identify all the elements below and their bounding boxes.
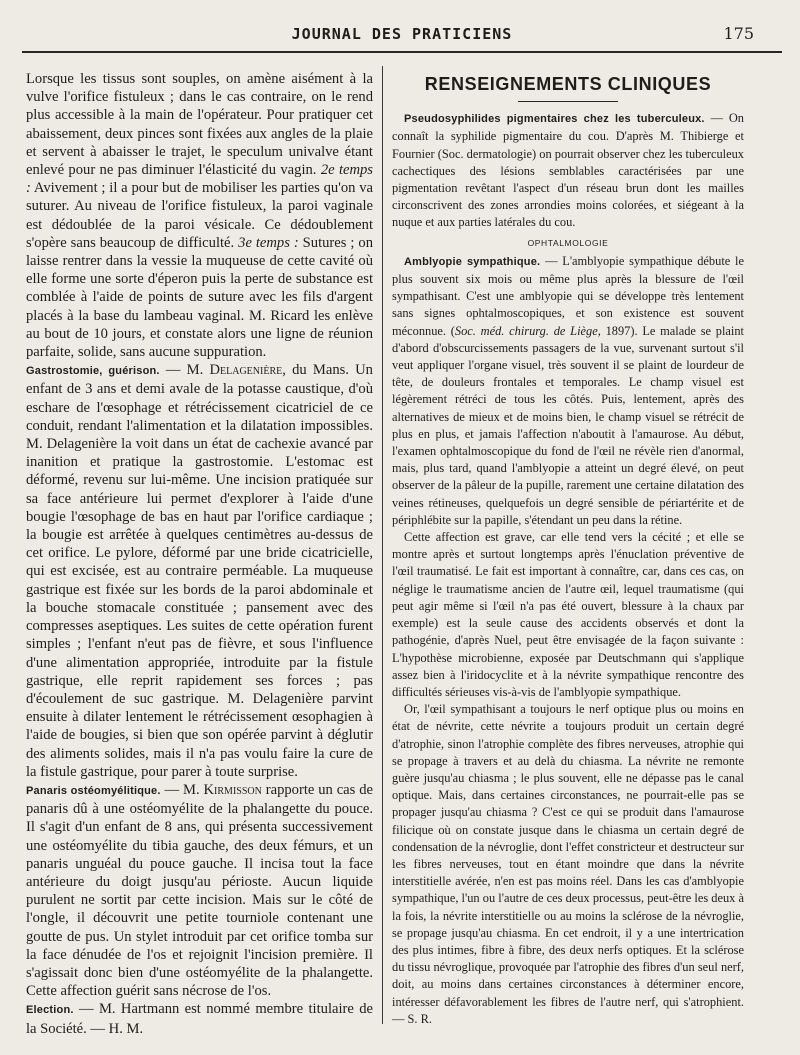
pseudosyphilides-text: — On connaît la syphilide pigmentaire du cou. D'après M. Thibierge et Fournier (Soc. dermatologie) on pourrait observer chez les tuberculeux cachectiques des lésions semblables caractérisées par une pigmentation revêtant l'aspect d'un réseau brun dont les mailles circonscrivent des zones arrondies moins colorées, et siégeant à la nuque et aux parties latérales du cou. [392,111,744,230]
paragraph-gravite [392,529,744,701]
column-divider [382,66,383,1024]
paragraph-fistula [26,70,373,361]
left-column [26,70,373,1038]
election-text: — M. Hartmann est nommé membre titulaire de la Société. — H. M. [26,1001,373,1037]
title-rule [518,101,618,102]
third-step-text: Sutures ; on laisse rentrer dans la vessie la muqueuse de cette cavité où elle forme une sorte d'éperon puis la perte de substance est comblée à l'aide de points de suture avec les fils d'argent placés à la base du lambeau vaginal. M. Ricard les enlève au bout de 10 jours, et constate alors une ligne de réunion parfaite, solide, sans aucune suppuration. [26,234,373,361]
panaris-text: rapporte un cas de panaris dû à une ostéomyélite de la phalangette du pouce. Il s'agit d'un enfant de 8 ans, qui présenta successivement une ostéomyélite du tibia gauche, des deux fémurs, et un panaris unguéal du pouce gauche. Il incisa tout la face antérieure du doigt jusqu'au périoste. Aucun liquide purulent ne sortit par cette incision. Mais sur le côté de l'ongle, il découvrit une petite tourniole contenant une goutte de pus. Un stylet introduit par cet orifice tomba sur la face dénudée de l'os et rejoignit l'incision première. Il s'agissait donc bien d'une ostéomyélite de la phalangette. Cette affection guérit sans nécrose de l'os. [26,781,373,1000]
paragraph-nerf-optique [392,701,744,1028]
third-step-label: 3e temps : [238,234,299,251]
paragraph-election [26,1000,373,1037]
right-column [392,68,744,1028]
page-header [22,18,782,48]
paragraph-amblyopie [392,253,744,529]
gastrostomie-author: — M. Delagenière, [165,362,286,379]
election-heading: Election. [26,1004,74,1017]
paragraph-pseudosyphilides [392,110,744,231]
second-step-label: 2e temps : [26,162,373,197]
gravite-text: Cette affection est grave, car elle tend vers la cécité ; et elle se montre après et surtout longtemps après l'énuclation préventive de l'œil traumatisé. Le fait est important à connaître, car, dans ces cas, on néglige le traumatisme ancien de l'autre œil, lequel traumatisme (qui peut agir même si l'œil n'a pas été ouvert, blessure à la chaux par exemple) est la seule cause des accidents observés et dont la pathogénie, d'après Nuel, peut être envisagée de la façon suivante : L'hypothèse microbienne, exposée par Deutschmann qui s'applique assez bien à l'iridocyclite et à la névrite sympathique rencontre des difficultés sérieuses vis-à-vis de l'amblyopie sympathique. [392,530,744,699]
panaris-heading: Panaris ostéomyélitique. [26,784,161,797]
amblyopie-citation: Soc. méd. chirurg. de Liège, [454,323,601,338]
amblyopie-text-a: — L'amblyopie sympathique débute le plus souvent six mois ou même plus après la blessure de l'œil sympathisant. C'est une amblyopie qui se développe très lentement sans signes ophtalmoscopiques, et son existence est souvent méconnue. ( [392,253,744,338]
pseudosyphilides-heading: Pseudosyphilides pigmentaires chez les tuberculeux. [404,113,705,126]
amblyopie-heading: Amblyopie sympathique. [404,255,541,268]
second-step-text: Avivement ; il a pour but de mobiliser les parties qu'on va suturer. Au niveau de l'orifice fistuleux, la paroi vaginale est dédoublée de la paroi vésicale. Ce dédoublement s'opère sans beaucoup de difficulté. [26,180,374,251]
paragraph-panaris [26,781,373,1000]
header-rule [22,51,782,53]
section-title: RENSEIGNEMENTS CLINIQUES [424,74,712,94]
nerf-optique-text: Or, l'œil sympathisant a toujours le nerf optique plus ou moins en état de névrite, cette névrite a toujours produit un certain degré d'atrophie, sinon l'atrophie complète des fibres nerveuses, atrophie qui se propage à travers et au delà du chiasma. La névrite ne remonte guère jusqu'au chiasma ; le plus souvent, elle ne dépasse pas le canal optique. Mais, dans certaines circonstances, ne pourrait-elle pas se propager jusqu'au chiasma ? C'est ce qui se produit dans l'amaurose filicique où on constate jusque dans le chiasma un certain degré de condensation de la névroglie, dont l'effet constricteur et destructeur sur les fibres nerveuses, tout en étant moindre que dans la névrite interstitielle avérée, n'en est pas moins réel. Dans les cas d'amblyopie sympathique, l'un ou l'autre de ces deux processus, peut-être les deux à la fois, la névrite interstitielle ou au moins la sclérose de la névroglie, se propage jusqu'au chiasma. En cet endroit, il y a une intertrication des plus intimes, fibre à fibre, des deux nerfs optiques. Et la sclérose du tissu névroglique, provoquée par l'atrophie des fibres d'un seul nerf, doit, au moins dans certaines circonstances à déterminer encore, intéresser défavorablement les fibres de l'autre nerf, qui s'atrophient. — S. R. [392,702,744,1026]
paragraph-gastrostomie [26,361,373,781]
amblyopie-text-b: 1897). Le malade se plaint d'abord d'obscurcissements passagers de la vue, survenant surtout s'il veut appliquer l'organe visuel, très souvent il se plaint de lourdeur de tête, de douleurs frontales et temporales. Le champ visuel est légèrement rétréci de tous les côtés. Puis, lentement, après des alternatives de mieux et de moins bien, le champ visuel se rétrécit de plus en plus, et jamais l'affection n'aboutit à l'amaurose. Au début, l'examen ophtalmoscopique du fond de l'œil ne révèle rien d'anormal, mais, plus tard, quand l'amblyopie a atteint un degré élevé, on peut observer de la pâleur de la pupille, rarement une certaine dilatation des veines rétineuses, quelquefois un degré sensible de périartérite et de périphlébite sur la papille, s'étendant un peu dans la rétine. [392,323,744,527]
gastrostomie-text: du Mans. Un enfant de 3 ans et demi avale de la potasse caustique, d'où eschare de l'œsophage et rétrécissement cicatriciel de ce conduit, rendant l'alimentation et la dilatation impossibles. M. Delagenière la voit dans un état de cachexie avancé par inanition et pratique la gastrostomie. L'estomac est déformé, revenu sur lui-même. Une incision pratiquée sur sa face antérieure lui permet d'explorer à l'aide d'une bougie l'œsophage de bas en haut par l'orifice cardiaque ; la bougie est arrêtée à quelques centimètres au-dessus de cet orifice. Le pylore, déformé par une bride cicatricielle, qui est excisée, est au contraire perméable. La muqueuse gastrique est fixée sur les bords de la paroi abdominale et la bouche stomacale constituée ; pansement avec des compresses aseptiques. Les suites de cette opération furent simples ; l'enfant n'eut pas de fièvre, et sous l'influence d'une alimentation appropriée, introduite par la fistule gastrique, elle reprit rapidement ses forces ; pas d'écoulement de suc gastrique. M. Delagenière parvint ensuite à dilater lentement le rétrécissement œsophagien à l'aide de bougies, si bien que son opérée parvint à déglutir des aliments solides, mais il n'a pas voulu faire la cure de la fistule gastrique, pour parer à toute surprise. [26,362,373,780]
running-title: JOURNAL DES PRATICIENS [291,25,513,43]
ophtalmologie-subheading: OPHTALMOLOGIE [527,237,609,248]
gastrostomie-heading: Gastrostomie, guérison. [26,365,160,378]
paragraph-fistula-text: Lorsque les tissus sont souples, on amène aisément à la vulve l'orifice fistuleux ; dans le cas contraire, on le rend plus accessible à la main de l'opérateur. Pour pratiquer cet abaissement, deux pinces sont fixées aux angles de la plaie et servent à abaisser le trajet, le speculum univalve étant enlevé pour ne pas diminuer l'élasticité du vagin. [26,71,373,179]
panaris-author: — M. Kirmisson [164,781,262,798]
page-number: 175 [723,24,754,43]
